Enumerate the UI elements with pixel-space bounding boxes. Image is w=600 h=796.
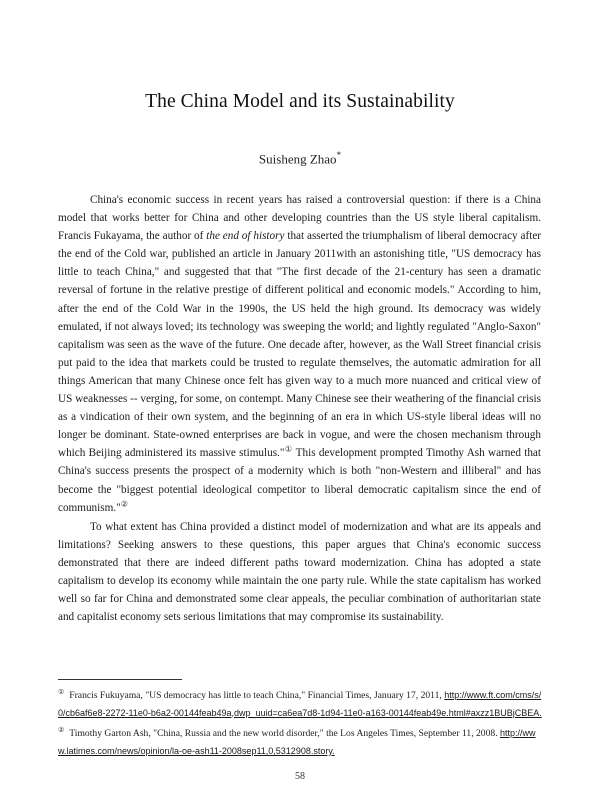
- author-name: Suisheng Zhao: [258, 151, 337, 167]
- paragraph-1-text-c: This development prompted Timothy Ash warned that China's success presents the prospect of a modernity which is both "non-Western and illiberal" and has become the "biggest potential ideological competitor to liberal democratic capitalism since the end of communism.": [58, 447, 541, 514]
- footnote-1-mark: ①: [58, 687, 65, 696]
- footnote-divider: [58, 679, 182, 680]
- body-text: [58, 191, 541, 626]
- footnote-2-link[interactable]: http://www.latimes.com/news/opinion/la-oe-ash11-2008sep11,0,5312908.story.: [58, 728, 536, 756]
- paragraph-1-text-b: that asserted the triumphalism of liberal democracy after the end of the Cold war, published an article in January 2011with an astonishing title, "US democracy has little to teach China," and suggested that that "The first decade of the 21-century has seen a dramatic reversal of fortune in the relative prestige of different political and economic models." According to him, after the end of the Cold War in the 1990s, the US held the high ground. Its democracy was widely emulated, if not always loved; its technology was sweeping the world; and lightly regulated "Anglo-Saxon" capitalism was seen as the wave of the future. One decade after, however, as the Wall Street financial crisis put paid to the idea that markets could be trusted to regulate themselves, the automatic admiration for all things American that many Chinese once felt has given way to a much more nuanced and critical view of US weaknesses -- verging, for some, on contempt. Many Chinese see their weathering of the financial crisis as a vindication of their own system, and the beginning of an era in which US-style liberal ideas will no longer be dominant. State-owned enterprises are back in vogue, and were the chosen mechanism through which Beijing administered its massive stimulus.": [58, 230, 542, 460]
- paper-title: The China Model and its Sustainability: [145, 91, 455, 112]
- footnote-2-mark: ②: [58, 726, 65, 734]
- footnote-1-text: Francis Fukuyama, "US democracy has little to teach China," Financial Times, January 17, 2011,: [69, 690, 442, 701]
- book-title: the end of history: [206, 230, 285, 243]
- author-footnote-mark: *: [336, 150, 342, 160]
- paragraph-2: To what extent has China provided a distinct model of modernization and what are its appeals and limitations? Seeking answers to these questions, this paper argues that China's economic success demonstrated that there are indeed different paths toward modernization. China has adopted a state capitalism to develop its economy while maintain the one party rule. While the state capitalism has worked well so far for China and demonstrated some clear appeals, the peculiar combination of authoritarian state and capitalist economy sets serious limitations that may compromise its sustainability.: [58, 520, 541, 624]
- footnote-ref-2[interactable]: ②: [120, 498, 128, 508]
- footnote-ref-1[interactable]: ①: [284, 444, 293, 454]
- page-number: 58: [295, 771, 305, 782]
- paragraph-1: [58, 191, 541, 517]
- author-line: [0, 150, 600, 167]
- footnotes: [58, 687, 542, 763]
- footnote-1: [58, 687, 542, 722]
- footnote-2-text: Timothy Garton Ash, "China, Russia and the new world disorder," the Los Angeles Times, September 11, 2008.: [69, 728, 498, 740]
- paragraph-1-text-a: China's economic success in recent years has raised a controversial question: if there is a China model that works better for China and other developing countries than the US style liberal capitalism. Francis Fukayama, the author of: [58, 194, 541, 243]
- footnote-2: [58, 725, 542, 760]
- footnote-1-link[interactable]: http://www.ft.com/cms/s/0/cb6af6e8-2272-11e0-b6a2-00144feab49a,dwp_uuid=ca6ea7d8-1d94-11e0-a163-00144feab49e.html#axzz1BUBjCBEA.: [58, 690, 542, 718]
